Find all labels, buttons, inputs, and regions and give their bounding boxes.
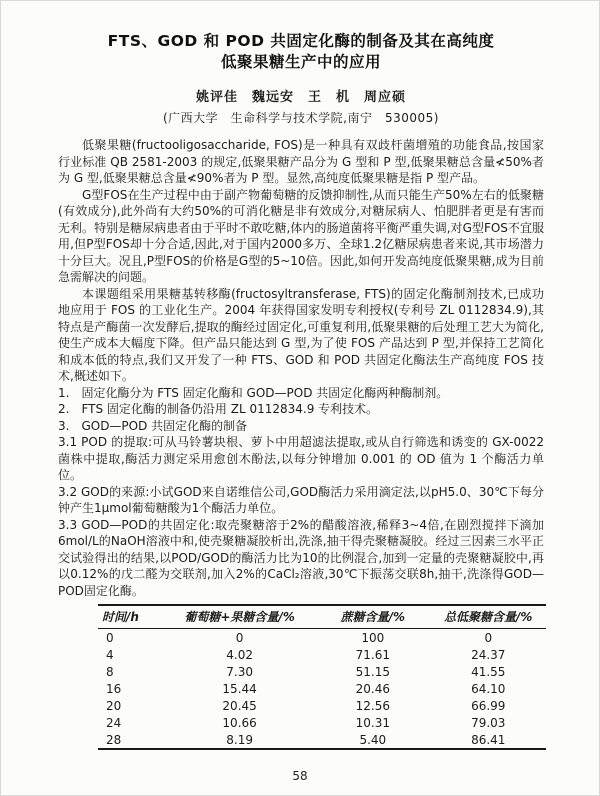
table-cell: 28 <box>106 732 122 747</box>
table-cell: 8.19 <box>226 732 253 747</box>
table-row <box>98 646 546 663</box>
table-header-time: 时间/h <box>102 610 139 624</box>
table-header-row <box>98 605 546 629</box>
results-table <box>98 604 546 750</box>
paragraph: 本课题组采用果糖基转移酶(fructosyltransferase, FTS)的固定化酶制剂技术,已成功地应用于 FOS 的工业化生产。2004 年获得国家发明专利授权(专利号 ZL 0112834.9),其特点是产酶菌一次发酵后,提取的酶经过固定化,可重复利用,低聚果糖的后处理工艺大为简化,使生产成本大幅度下降。但产品只能达到 G 型,为了使 FOS 产品达到 P 型,并保持工艺简化和成本低的特点,我们又开发了一种 FTS、GOD 和 POD 共固定化酶法生产高纯度 FOS 技术,概述如下。 <box>58 286 544 383</box>
table-cell: 100 <box>361 630 385 645</box>
table-cell: 10.31 <box>355 715 390 730</box>
list-item: 2. FTS 固定化酶的制备仍沿用 ZL 0112834.9 专利技术。 <box>58 402 379 416</box>
table-row <box>98 663 546 680</box>
table-row <box>98 629 546 647</box>
table-row <box>98 731 546 749</box>
list-item: 3. GOD—POD 共固定化酶的制备 <box>58 418 248 433</box>
table-cell: 66.99 <box>471 698 506 713</box>
table-cell: 0 <box>484 630 493 645</box>
table-cell: 24 <box>106 715 122 730</box>
table-cell: 20.46 <box>355 681 390 696</box>
table-cell: 10.66 <box>222 715 257 730</box>
paragraph: G型FOS在生产过程中由于副产物葡萄糖的反馈抑制性,从而只能生产50%左右的低聚糖(有效成分),此外尚有大约50%的可消化糖是非有效成分,对糖尿病人、怕肥胖者更是有害而无利。特别是糖尿病患者由于平时不敢吃糖,体内的肠道菌将平衡严重失调,对G型FOS不宜服用,但P型FOS却十分合适,因此,对于国内2000多万、全球1.2亿糖尿病患者来说,其市场潜力十分巨大。况且,P型FOS的价格是G型的5~10倍。因此,如何开发高纯度低聚果糖,成为目前急需解决的问题。 <box>58 187 544 284</box>
table-cell: 16 <box>106 681 122 696</box>
table-row <box>98 714 546 731</box>
list-item: 3.3 GOD—POD的共固定化:取壳聚糖溶于2%的醋酸溶液,稀释3~4倍,在剧烈搅拌下滴加6mol/L的NaOH溶液中和,使壳聚糖凝胶析出,洗涤,抽干得壳聚糖凝胶。经过三因素三水平正交试验得出的结果,以POD/GOD的酶活力比为10的比例混合,加到一定量的壳聚糖凝胶中,再以0.12%的戊二醛为交联剂,加入2%的CaCl₂溶液,30℃下振荡交联8h,抽干,洗涤得GOD—POD固定化酶。 <box>58 517 544 598</box>
table-header-glucose-fructose: 葡萄糖+果糖含量/% <box>184 610 295 624</box>
table-cell: 12.56 <box>355 698 390 713</box>
paper-title-line2: 低聚果糖生产中的应用 <box>220 53 381 71</box>
list-item: 1. 固定化酶分为 FTS 固定化酶和 GOD—POD 共固定化酶两种酶制剂。 <box>58 385 449 400</box>
table-row <box>98 680 546 697</box>
table-cell: 0 <box>106 630 114 645</box>
affiliation-line: (广西大学 生命科学与技术学院,南宁 530005) <box>163 111 439 125</box>
table-cell: 7.30 <box>226 664 253 679</box>
list-item: 3.1 POD 的提取:可从马铃薯块根、萝卜中用超滤法提取,或从自行筛选和诱变的 GX-0022 菌株中提取,酶活力测定采用愈创木酚法,以每分钟增加 0.001 的 OD 值为 1 个酶活力单位。 <box>58 435 544 482</box>
paragraph: 低聚果糖(fructooligosaccharide, FOS)是一种具有双歧杆菌增殖的功能食品,按国家行业标准 QB 2581-2003 的规定,低聚果糖产品分为 G 型和 P 型,低聚果糖总含量≮50%者为 G 型,低聚果糖总含量≮90%者为 P 型。显然,高纯度低聚果糖是指 P 型产品。 <box>58 138 544 185</box>
table-cell: 79.03 <box>471 715 506 730</box>
table-cell: 15.44 <box>222 681 257 696</box>
paper-title-line1: FTS、GOD 和 POD 共固定化酶的制备及其在高纯度 <box>107 32 495 50</box>
table-header-total-oligo: 总低聚糖含量/% <box>444 610 533 624</box>
table-cell: 4.02 <box>226 647 253 662</box>
table-cell: 41.55 <box>471 664 506 679</box>
authors-line: 姚评佳 魏远安 王 机 周应硕 <box>195 90 406 105</box>
results-table-header <box>98 605 546 629</box>
table-cell: 5.40 <box>359 732 387 747</box>
table-cell: 86.41 <box>471 732 506 747</box>
table-cell: 4 <box>106 647 114 662</box>
page-number: 58 <box>292 769 308 783</box>
table-cell: 20.45 <box>222 698 257 713</box>
paper-body <box>58 137 544 599</box>
table-cell: 24.37 <box>471 647 506 662</box>
table-cell: 51.15 <box>355 664 390 679</box>
list-item: 3.2 GOD的来源:小试GOD来自诺维信公司,GOD酶活力采用滴定法,以pH5.0、30℃下每分钟产生1μmol葡萄糖酸为1个酶活力单位。 <box>58 484 544 515</box>
table-cell: 20 <box>106 698 122 713</box>
table-cell: 71.61 <box>355 647 390 662</box>
table-row <box>98 697 546 714</box>
table-cell: 0 <box>235 630 244 645</box>
table-cell: 8 <box>106 664 114 679</box>
paper-title <box>58 31 544 73</box>
table-header-sucrose: 蔗糖含量/% <box>340 610 406 624</box>
table-cell: 64.10 <box>471 681 506 696</box>
page-content <box>58 31 544 750</box>
results-table-body <box>98 629 546 750</box>
